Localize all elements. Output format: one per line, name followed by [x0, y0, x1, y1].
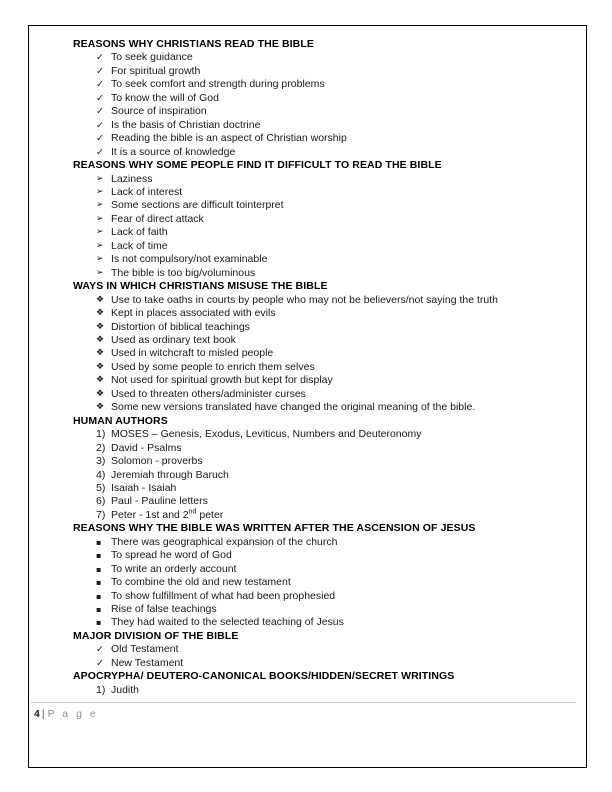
- footer-separator: |: [41, 708, 45, 720]
- list-item-text: To spread he word of God: [111, 549, 232, 562]
- list-item-text: Judith: [111, 683, 140, 696]
- square-bullet-icon: ▪: [96, 605, 102, 615]
- list-item-text: Distortion of biblical teachings: [111, 320, 250, 333]
- square-bullet-icon: ▪: [96, 618, 102, 628]
- check-bullet-icon: ✓: [96, 657, 104, 669]
- arrow-bullet-icon: ➢: [96, 173, 104, 184]
- list-item: [73, 401, 572, 414]
- diamond-bullet-icon: ❖: [96, 375, 105, 386]
- list-item-text: Reading the bible is an aspect of Christian worship: [111, 132, 347, 145]
- list-item: [73, 226, 572, 239]
- list-item-text: Jeremiah through Baruch: [111, 468, 229, 481]
- document-page: [28, 25, 587, 768]
- list-item-text: Some new versions translated have changed the original meaning of the bible.: [111, 401, 476, 414]
- arrow-bullet-icon: ➢: [96, 227, 104, 238]
- check-bullet-icon: ✓: [96, 119, 104, 131]
- list-item-text: Some sections are difficult tointerpret: [111, 199, 284, 212]
- section-heading: WAYS IN WHICH CHRISTIANS MISUSE THE BIBLE: [73, 280, 328, 293]
- section-heading: REASONS WHY THE BIBLE WAS WRITTEN AFTER THE ASCENSION OF JESUS: [73, 522, 476, 535]
- footer-rule: [31, 702, 576, 703]
- list-item: [73, 549, 572, 562]
- list-item: [73, 199, 572, 212]
- list-item-text: Source of inspiration: [111, 105, 207, 118]
- list-item-text: Solomon - proverbs: [111, 455, 203, 468]
- check-bullet-icon: ✓: [96, 133, 104, 145]
- section-heading: REASONS WHY CHRISTIANS READ THE BIBLE: [73, 38, 314, 50]
- list-item: [73, 240, 572, 253]
- list-item-text: Rise of false teachings: [111, 603, 217, 616]
- diamond-bullet-icon: ❖: [96, 294, 105, 305]
- page-footer: [34, 707, 98, 721]
- list-item: [73, 321, 572, 334]
- list-item: [73, 253, 572, 266]
- item-number: 1): [96, 428, 106, 441]
- list-item-text: Is the basis of Christian doctrine: [111, 118, 261, 131]
- list-item: [73, 51, 572, 64]
- list-item-text: Lack of interest: [111, 185, 183, 198]
- diamond-bullet-icon: ❖: [96, 361, 105, 372]
- check-bullet-icon: ✓: [96, 65, 104, 77]
- list-item: [73, 78, 572, 91]
- list-item: [73, 361, 572, 374]
- list-item: [73, 509, 572, 522]
- list-item-text: Use to take oaths in courts by people who may not be believers/not saying the truth: [111, 293, 498, 306]
- arrow-bullet-icon: ➢: [96, 254, 104, 265]
- arrow-bullet-icon: ➢: [96, 213, 104, 224]
- list-item-text: Old Testament: [111, 643, 179, 656]
- list-item-text: Lack of time: [111, 239, 168, 252]
- list-item: [73, 307, 572, 320]
- list-item: [73, 455, 572, 468]
- document-content: [73, 38, 572, 697]
- footer-page-label: P a g e: [47, 708, 99, 720]
- square-bullet-icon: ▪: [96, 551, 102, 561]
- list-item: [73, 684, 572, 697]
- list-item: [73, 616, 572, 629]
- list-item: [73, 388, 572, 401]
- arrow-bullet-icon: ➢: [96, 267, 104, 278]
- list-item: [73, 334, 572, 347]
- section-heading: REASONS WHY SOME PEOPLE FIND IT DIFFICULT TO READ THE BIBLE: [73, 159, 442, 172]
- list-item: [73, 442, 572, 455]
- list-item-text: Peter - 1st and 2nd peter: [111, 508, 224, 521]
- list-item-text: Is not compulsory/not examinable: [111, 253, 268, 266]
- list-item: [73, 347, 572, 360]
- list-item-text: It is a source of knowledge: [111, 145, 236, 158]
- list-item: [73, 643, 572, 656]
- list-item: [73, 173, 572, 186]
- list-item-text: For spiritual growth: [111, 64, 201, 77]
- list-item-text: To combine the old and new testament: [111, 576, 291, 589]
- check-bullet-icon: ✓: [96, 79, 104, 91]
- list-item: [73, 186, 572, 199]
- list-item-text: Kept in places associated with evils: [111, 307, 276, 320]
- list-item-text: The bible is too big/voluminous: [111, 266, 256, 279]
- list-item-text: Paul - Pauline letters: [111, 495, 208, 508]
- page-number: 4: [34, 708, 40, 720]
- list-item: [73, 267, 572, 280]
- list-item-text: Fear of direct attack: [111, 212, 204, 225]
- list-item: [73, 132, 572, 145]
- square-bullet-icon: ▪: [96, 537, 102, 547]
- square-bullet-icon: ▪: [96, 564, 102, 574]
- list-item-text: Isaiah - Isaiah: [111, 481, 177, 494]
- section-heading: APOCRYPHA/ DEUTERO-CANONICAL BOOKS/HIDDEN/SECRET WRITINGS: [73, 670, 455, 683]
- square-bullet-icon: ▪: [96, 591, 102, 601]
- check-bullet-icon: ✓: [96, 52, 104, 64]
- diamond-bullet-icon: ❖: [96, 321, 105, 332]
- list-item-text: Used in witchcraft to misled people: [111, 347, 274, 360]
- item-number: 2): [96, 441, 106, 454]
- list-item: [73, 65, 572, 78]
- item-number: 3): [96, 455, 106, 468]
- list-item: [73, 213, 572, 226]
- list-item: [73, 590, 572, 603]
- list-item: [73, 92, 572, 105]
- list-item-text: David - Psalms: [111, 441, 182, 454]
- arrow-bullet-icon: ➢: [96, 240, 104, 251]
- diamond-bullet-icon: ❖: [96, 348, 105, 359]
- list-item-text: Used as ordinary text book: [111, 333, 236, 346]
- list-item: [73, 482, 572, 495]
- list-item: [73, 294, 572, 307]
- diamond-bullet-icon: ❖: [96, 308, 105, 319]
- list-item-text: New Testament: [111, 656, 184, 669]
- diamond-bullet-icon: ❖: [96, 334, 105, 345]
- list-item: [73, 146, 572, 159]
- item-number: 6): [96, 495, 106, 508]
- check-bullet-icon: ✓: [96, 92, 104, 104]
- section-heading: MAJOR DIVISION OF THE BIBLE: [73, 629, 239, 642]
- list-item-text: To seek guidance: [111, 51, 193, 64]
- list-item: [73, 119, 572, 132]
- list-item-text: Used to threaten others/administer curses: [111, 387, 306, 400]
- list-item-text: Used by some people to enrich them selves: [111, 360, 315, 373]
- check-bullet-icon: ✓: [96, 106, 104, 118]
- check-bullet-icon: ✓: [96, 644, 104, 656]
- list-item-text: There was geographical expansion of the church: [111, 535, 338, 548]
- list-item: [73, 374, 572, 387]
- list-item: [73, 105, 572, 118]
- item-number: 1): [96, 683, 106, 696]
- list-item: [73, 657, 572, 670]
- list-item: [73, 495, 572, 508]
- arrow-bullet-icon: ➢: [96, 186, 104, 197]
- list-item: [73, 536, 572, 549]
- item-number: 4): [96, 468, 106, 481]
- list-item-text: Laziness: [111, 172, 153, 185]
- diamond-bullet-icon: ❖: [96, 388, 105, 399]
- list-item: [73, 428, 572, 441]
- list-item-text: To seek comfort and strength during problems: [111, 78, 325, 91]
- item-number: 5): [96, 481, 106, 494]
- list-item-text: To show fulfillment of what had been prophesied: [111, 589, 336, 602]
- list-item: [73, 576, 572, 589]
- square-bullet-icon: ▪: [96, 578, 102, 588]
- section-heading: HUMAN AUTHORS: [73, 414, 168, 427]
- list-item: [73, 469, 572, 482]
- item-number: 7): [96, 508, 106, 521]
- list-item-text: Lack of faith: [111, 226, 168, 239]
- list-item-text: To write an orderly account: [111, 562, 237, 575]
- list-item-text: MOSES – Genesis, Exodus, Leviticus, Numbers and Deuteronomy: [111, 428, 422, 441]
- check-bullet-icon: ✓: [96, 146, 104, 158]
- diamond-bullet-icon: ❖: [96, 402, 105, 413]
- list-item: [73, 563, 572, 576]
- list-item: [73, 603, 572, 616]
- list-item-text: Not used for spiritual growth but kept for display: [111, 374, 333, 387]
- list-item-text: They had waited to the selected teaching of Jesus: [111, 616, 344, 629]
- arrow-bullet-icon: ➢: [96, 200, 104, 211]
- list-item-text: To know the will of God: [111, 91, 219, 104]
